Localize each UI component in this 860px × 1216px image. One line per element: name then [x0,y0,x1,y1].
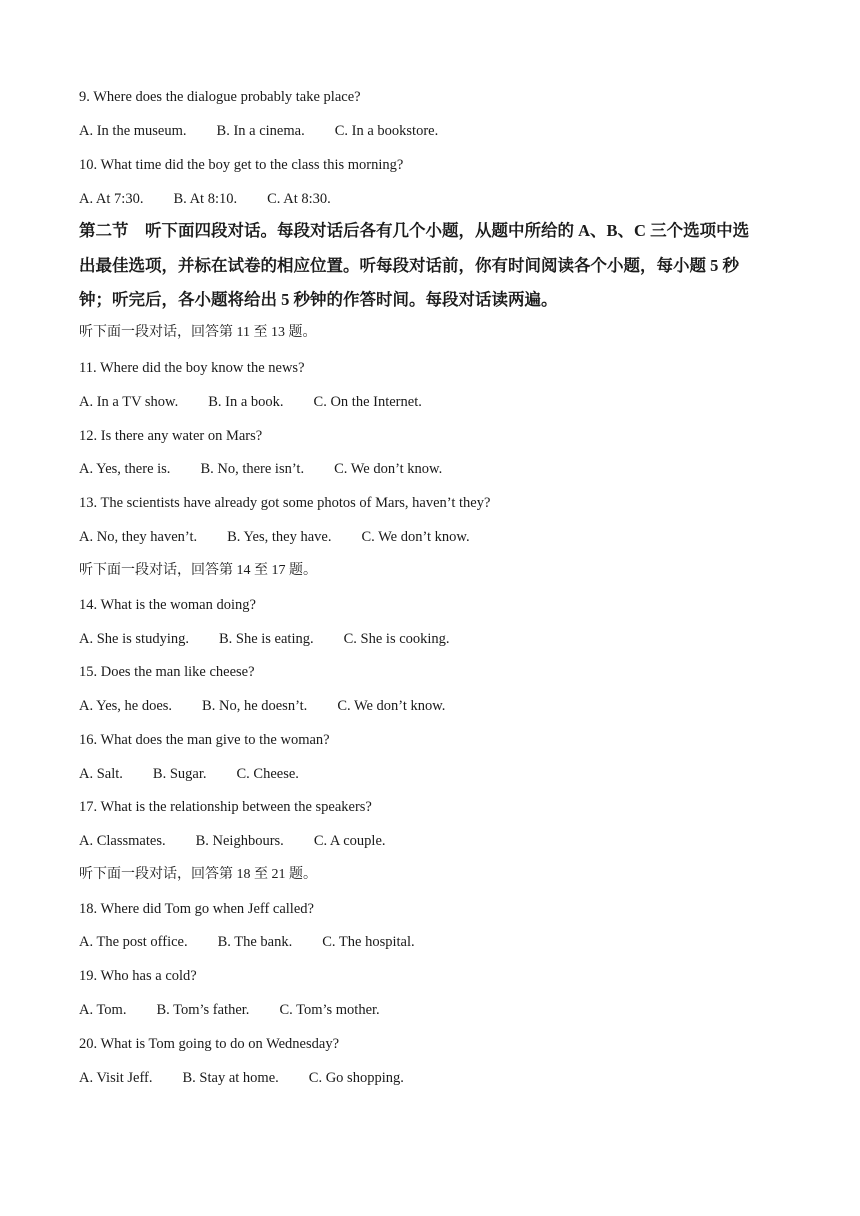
question-19-options [79,1001,410,1019]
option-c: C. Cheese. [236,766,299,782]
option-c: C. A couple. [313,833,386,849]
option-a: A. In a TV show. [79,394,179,410]
question-20-options [79,1069,434,1087]
question-10: 10. What time did the boy get to the class this morning? [79,157,404,173]
instruction-note: 听下面一段对话，回答第 11 至 13 题。 [79,325,317,340]
instruction-note: 听下面一段对话，回答第 14 至 17 题。 [79,563,317,578]
option-b: B. Stay at home. [182,1070,279,1086]
option-a: A. Visit Jeff. [79,1070,153,1086]
section-heading-line-2: 出最佳选项，并标在试卷的相应位置。听每段对话前，你有时间阅读各个小题，每小题 5 秒 [79,256,739,275]
option-a: A. Yes, he does. [79,698,173,714]
question-18: 18. Where did Tom go when Jeff called? [79,901,314,917]
question-10-options [79,190,361,208]
question-16-options [79,765,329,783]
option-c: C. Tom’s mother. [279,1002,380,1018]
question-17: 17. What is the relationship between the speakers? [79,799,372,815]
question-13: 13. The scientists have already got some photos of Mars, haven’t they? [79,495,491,511]
question-18-options [79,933,445,951]
option-a: A. Salt. [79,766,123,782]
option-a: A. She is studying. [79,631,189,647]
instruction-note: 听下面一段对话，回答第 18 至 21 题。 [79,867,317,882]
option-c: C. She is cooking. [343,631,450,647]
question-15-options [79,697,475,715]
option-b: B. No, there isn’t. [200,461,305,477]
question-13-options [79,528,500,546]
section-heading-line-3: 钟；听完后，各小题将给出 5 秒钟的作答时间。每段对话读两遍。 [79,290,558,309]
section-heading-line-1: 第二节 听下面四段对话。每段对话后各有几个小题，从题中所给的 A、B、C 三个选项中选 [79,221,750,240]
option-b: B. In a cinema. [216,123,305,139]
question-19: 19. Who has a cold? [79,968,197,984]
option-b: B. No, he doesn’t. [202,698,308,714]
option-a: A. No, they haven’t. [79,529,198,545]
option-b: B. Yes, they have. [227,529,332,545]
option-a: A. At 7:30. [79,191,144,207]
option-b: B. The bank. [217,934,293,950]
option-c: C. In a bookstore. [334,123,439,139]
option-b: B. Sugar. [152,766,207,782]
option-a: A. Yes, there is. [79,461,171,477]
question-17-options [79,832,416,850]
option-b: B. In a book. [208,394,284,410]
option-c: C. On the Internet. [313,394,422,410]
question-9: 9. Where does the dialogue probably take place? [79,89,361,105]
option-a: A. Classmates. [79,833,166,849]
question-14: 14. What is the woman doing? [79,597,256,613]
question-11: 11. Where did the boy know the news? [79,360,305,376]
option-c: C. We don’t know. [334,461,443,477]
question-9-options [79,122,468,140]
question-14-options [79,630,480,648]
option-b: B. Tom’s father. [156,1002,250,1018]
option-c: C. The hospital. [322,934,415,950]
option-c: C. We don’t know. [361,529,470,545]
option-c: C. At 8:30. [267,191,331,207]
option-a: A. Tom. [79,1002,127,1018]
question-16: 16. What does the man give to the woman? [79,732,330,748]
question-11-options [79,393,452,411]
option-b: B. She is eating. [218,631,314,647]
option-a: A. The post office. [79,934,188,950]
option-c: C. We don’t know. [337,698,446,714]
question-20: 20. What is Tom going to do on Wednesday? [79,1036,340,1052]
option-b: B. Neighbours. [195,833,284,849]
question-12: 12. Is there any water on Mars? [79,428,263,444]
option-b: B. At 8:10. [173,191,238,207]
question-12-options [79,460,472,478]
option-a: A. In the museum. [79,123,187,139]
option-c: C. Go shopping. [308,1070,404,1086]
question-15: 15. Does the man like cheese? [79,664,255,680]
